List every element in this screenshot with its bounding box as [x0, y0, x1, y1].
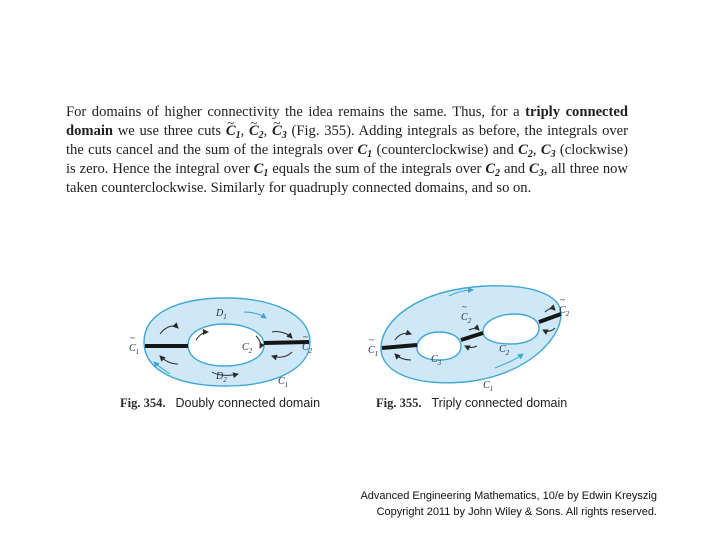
credit-line-copyright: Copyright 2011 by John Wiley & Sons. All rights reserved.: [376, 506, 657, 518]
symbol-c3: $C_3$: [528, 161, 544, 180]
svg-text:~: ~: [462, 302, 467, 312]
svg-text:C1: $C_1$: [483, 380, 494, 393]
svg-text:C2: $C_2$: [302, 342, 313, 355]
arrow-icon: [196, 332, 208, 340]
symbol-c2: $C_2$: [518, 142, 533, 161]
text-run: For domains of higher connectivity the idea remains the same. Thus, for a: [66, 104, 526, 120]
figure-355-diagram: [365, 282, 580, 394]
text-run: equals the sum of the integrals over: [268, 161, 486, 178]
svg-text:C1: $C_1$: [278, 376, 289, 389]
figure-number: Fig. 355.: [376, 396, 422, 410]
text-run: (Fig. 355). Adding integrals as before, the integrals over the cuts cancel and the sum of the integrals over: [66, 123, 628, 159]
figure-354-caption: [120, 396, 320, 411]
svg-text:C3: $C_3$: [431, 354, 442, 367]
svg-text:C2: $C_2$: [242, 342, 253, 355]
triply-connected-domain-shape: [381, 286, 561, 383]
figure-caption-text: Doubly connected domain: [175, 396, 321, 410]
svg-text:~: ~: [369, 335, 374, 345]
text-run: we use three cuts: [113, 123, 226, 140]
text-run: (counterclockwise) and: [372, 142, 519, 159]
svg-text:~: ~: [130, 333, 135, 343]
svg-text:~: ~: [560, 295, 565, 305]
symbol-c1: $C_1$: [357, 142, 373, 161]
figure-caption-text: Triply connected domain: [431, 396, 568, 410]
cut-symbol-3: ~ $C_3$: [272, 123, 287, 139]
symbol-c3: $C_3$: [540, 142, 556, 161]
credit-line-title: Advanced Engineering Mathematics, 10/e by Edwin Kreyszig: [360, 490, 657, 502]
figure-355-caption: [376, 396, 567, 411]
text-run: (clockwise) is zero. Hence the integral over: [66, 142, 628, 178]
cut-symbol-1: ~ $C_1$: [226, 123, 241, 139]
svg-text:D2: $D_2$: [216, 371, 227, 384]
svg-text:C2: $C_2$: [499, 344, 510, 357]
text-run: , all three now taken counterclockwise. Similarly for quadruply connected domains, and so on.: [66, 161, 628, 197]
svg-text:C2: $C_2$: [461, 312, 472, 325]
svg-text:C1: $C_1$: [368, 345, 379, 358]
arrow-icon: [256, 336, 261, 348]
cut-symbol-2: ~ $C_2$: [249, 123, 264, 139]
svg-text:C1: $C_1$: [129, 343, 140, 356]
svg-text:C2: $C_2$: [559, 305, 570, 318]
symbol-c1: $C_1$: [253, 161, 269, 180]
figure-354-diagram: [120, 288, 340, 396]
bold-term: triply connected domain: [66, 104, 628, 140]
body-paragraph: For domains of higher connectivity the idea remains the same. Thus, for a triply connected domain we use three cuts ~ $C_1$, ~ $C_2$, ~ $C_3$ (Fig. 355). Adding integrals as before, the integrals over the cuts cancel and the sum of the integrals over $C_1$ (counterclockwise) and $C_2$, $C_3$ (clockwise) is zero. Hence the integral over $C_1$ equals the sum of the integrals over $C_2$ and $C_3$, all three now taken counterclockwise. Similarly for quadruply connected domains, and so on.: [66, 103, 628, 198]
svg-text:~: ~: [303, 332, 308, 342]
svg-text:D1: $D_1$: [216, 308, 227, 321]
symbol-c2: $C_2$: [485, 161, 501, 180]
figure-number: Fig. 354.: [120, 396, 166, 410]
